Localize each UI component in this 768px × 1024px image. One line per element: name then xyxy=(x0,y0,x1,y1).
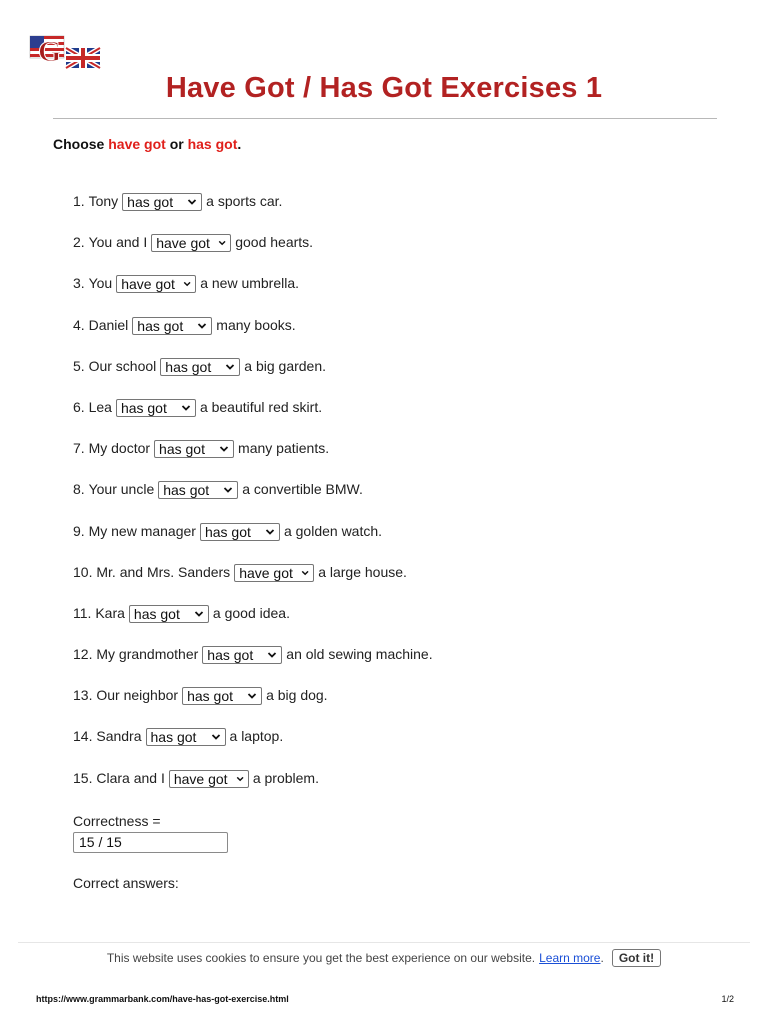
question-row xyxy=(73,275,433,316)
page-title: Have Got / Has Got Exercises 1 xyxy=(165,72,603,104)
got-it-button[interactable]: Got it! xyxy=(612,949,661,967)
question-number: 8. xyxy=(73,481,85,498)
chevron-down-icon xyxy=(225,362,235,372)
question-after: an old sewing machine. xyxy=(286,646,433,663)
question-after: good hearts. xyxy=(235,234,314,251)
question-row xyxy=(73,317,433,358)
answer-select[interactable] xyxy=(116,399,196,417)
question-before: Tony xyxy=(88,193,119,209)
question-row xyxy=(73,687,433,728)
chevron-down-icon xyxy=(267,650,277,660)
question-before: My grandmother xyxy=(96,646,199,663)
answer-select-value: have got xyxy=(173,770,228,787)
question-row xyxy=(73,605,433,646)
question-before: Daniel xyxy=(88,316,129,333)
question-before: My doctor xyxy=(88,440,151,457)
chevron-down-icon xyxy=(218,238,226,248)
chevron-down-icon xyxy=(236,774,244,784)
question-before: You xyxy=(88,275,113,292)
answer-select[interactable] xyxy=(158,481,238,499)
answer-select[interactable] xyxy=(129,605,209,623)
answer-select[interactable] xyxy=(182,687,262,705)
question-number: 9. xyxy=(73,522,85,539)
instruction-prefix: Choose xyxy=(53,136,105,152)
chevron-down-icon xyxy=(211,732,221,742)
question-after: a big garden. xyxy=(244,357,327,374)
question-row xyxy=(73,440,433,481)
answer-select-value: has got xyxy=(137,317,184,334)
correct-answers-label: Correct answers: xyxy=(73,875,179,891)
question-after: a problem. xyxy=(252,769,319,786)
question-before: Our school xyxy=(88,357,157,374)
question-before: Lea xyxy=(88,398,112,415)
question-number: 15. xyxy=(73,769,93,786)
chevron-down-icon xyxy=(194,609,204,619)
uk-flag-icon xyxy=(66,48,100,68)
answer-select-value: have got xyxy=(239,564,293,581)
question-after: a beautiful red skirt. xyxy=(199,398,323,415)
question-number: 4. xyxy=(73,316,85,333)
question-after: a laptop. xyxy=(229,728,284,745)
answer-select-value: has got xyxy=(159,441,205,458)
footer-page-number: 1/2 xyxy=(721,994,734,1004)
question-before: Kara xyxy=(95,604,125,621)
question-after: a big dog. xyxy=(266,687,328,704)
chevron-down-icon xyxy=(265,527,275,537)
instruction-option-b: has got xyxy=(187,136,238,152)
question-row xyxy=(73,193,433,234)
answer-select-value: has got xyxy=(120,399,167,416)
chevron-down-icon xyxy=(181,403,191,413)
question-number: 10. xyxy=(73,563,93,580)
question-after: a good idea. xyxy=(212,604,290,621)
logo-letter: G xyxy=(38,35,62,68)
answer-select-value: has got xyxy=(133,605,180,622)
answer-select-value: has got xyxy=(187,688,234,705)
answer-select-value: has got xyxy=(204,523,251,540)
answer-select[interactable] xyxy=(160,358,240,376)
question-number: 3. xyxy=(73,275,85,292)
grammarbank-logo[interactable] xyxy=(28,34,102,70)
answer-select[interactable] xyxy=(116,275,196,293)
chevron-down-icon xyxy=(301,568,309,578)
answer-select-value: has got xyxy=(163,482,210,499)
question-before: Clara and I xyxy=(96,769,165,786)
question-after: a large house. xyxy=(318,563,407,580)
question-number: 1. xyxy=(73,193,85,209)
answer-select-value: has got xyxy=(165,358,212,375)
instruction xyxy=(53,136,241,152)
correctness-label: Correctness = xyxy=(73,813,161,829)
question-row xyxy=(73,399,433,440)
instruction-option-a: have got xyxy=(108,136,166,152)
question-row xyxy=(73,234,433,275)
answer-select-value: has got xyxy=(127,194,174,210)
answer-select[interactable] xyxy=(122,193,202,211)
answer-select[interactable] xyxy=(146,728,226,746)
question-row xyxy=(73,481,433,522)
question-before: Our neighbor xyxy=(96,687,179,704)
question-before: Mr. and Mrs. Sanders xyxy=(96,563,231,580)
question-number: 14. xyxy=(73,728,93,745)
question-number: 5. xyxy=(73,357,85,374)
question-before: My new manager xyxy=(88,522,196,539)
answer-select[interactable] xyxy=(151,234,231,252)
question-after: a convertible BMW. xyxy=(242,481,363,498)
instruction-suffix: . xyxy=(237,136,242,152)
answer-select[interactable] xyxy=(154,440,234,458)
chevron-down-icon xyxy=(197,321,207,331)
question-number: 12. xyxy=(73,646,93,663)
chevron-down-icon xyxy=(219,444,229,454)
cookie-banner xyxy=(18,942,750,973)
question-row xyxy=(73,728,433,769)
question-row xyxy=(73,646,433,687)
score-field[interactable]: 15 / 15 xyxy=(73,832,228,853)
answer-select-value: have got xyxy=(156,235,210,252)
question-after: many books. xyxy=(216,316,296,333)
question-after: a new umbrella. xyxy=(200,275,300,292)
question-number: 11. xyxy=(73,604,92,621)
question-before: You and I xyxy=(88,234,148,251)
answer-select[interactable] xyxy=(169,770,249,788)
question-after: a golden watch. xyxy=(283,522,383,539)
question-after: many patients. xyxy=(238,440,330,457)
chevron-down-icon xyxy=(183,279,191,289)
question-number: 6. xyxy=(73,398,85,415)
answer-select-value: has got xyxy=(207,647,254,664)
chevron-down-icon xyxy=(187,197,197,207)
chevron-down-icon xyxy=(223,485,233,495)
answer-select-value: has got xyxy=(150,729,197,746)
answer-select[interactable] xyxy=(132,317,212,335)
answer-select[interactable] xyxy=(200,523,280,541)
question-row xyxy=(73,523,433,564)
question-row xyxy=(73,358,433,399)
question-before: Your uncle xyxy=(88,481,155,498)
footer-url: https://www.grammarbank.com/have-has-got-exercise.html xyxy=(36,994,289,1004)
question-number: 13. xyxy=(73,687,93,704)
cookie-dot: . xyxy=(600,951,604,965)
instruction-connector: or xyxy=(169,136,184,152)
question-after: a sports car. xyxy=(206,193,283,209)
cookie-message: This website uses cookies to ensure you get the best experience on our website. xyxy=(106,951,536,965)
title-divider xyxy=(53,118,717,119)
question-number: 2. xyxy=(73,234,85,251)
question-list xyxy=(73,193,433,811)
answer-select[interactable] xyxy=(234,564,314,582)
question-number: 7. xyxy=(73,440,85,457)
answer-select[interactable] xyxy=(202,646,282,664)
chevron-down-icon xyxy=(247,691,257,701)
question-before: Sandra xyxy=(96,728,142,745)
learn-more-link[interactable]: Learn more xyxy=(539,951,601,965)
question-row xyxy=(73,564,433,605)
question-row xyxy=(73,770,433,811)
answer-select-value: have got xyxy=(121,276,175,293)
